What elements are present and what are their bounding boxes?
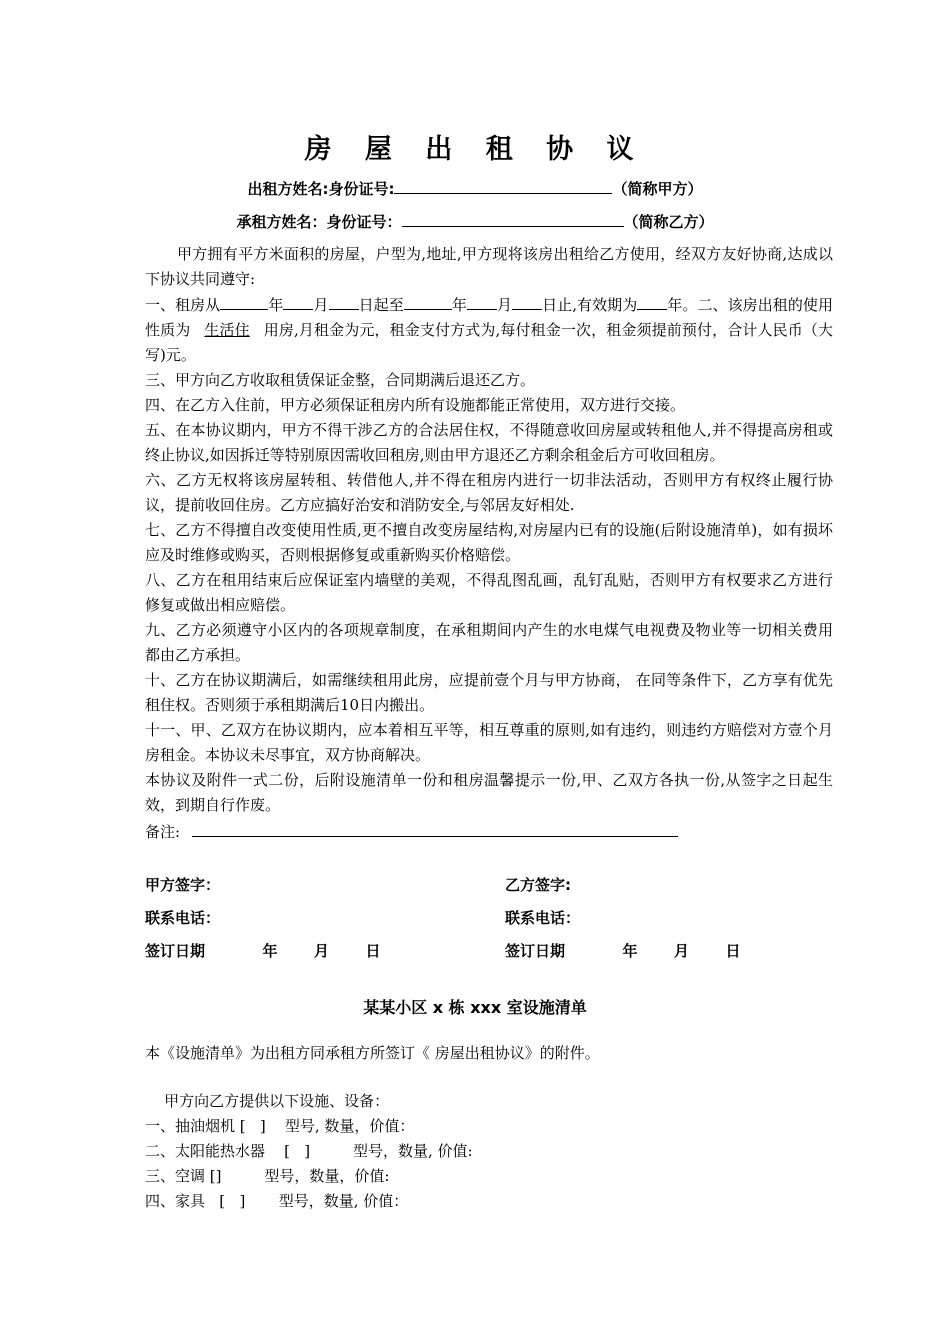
clause-text: 用房,月租金为元，租金支付方式为,每付租金一次，租金须提前预付，合计人民币（大写)元。 <box>145 321 833 364</box>
lessee-line <box>0 209 950 233</box>
lessee-id-blank <box>402 209 624 227</box>
usage-type: 生活住 <box>204 321 250 339</box>
clause-text: 年 <box>451 296 467 314</box>
blank-field <box>220 292 268 310</box>
lessor-line <box>0 176 950 200</box>
clause-10: 十、乙方在协议期满后，如需继续租用此房，应提前壹个月与甲方协商， 在同等条件下，乙方享有优先租住权。否则须于承租期满后10日内搬出。 <box>145 671 833 714</box>
party-b-signature: 乙方签字: <box>505 876 571 894</box>
party-a-phone: 联系电话： <box>145 909 221 927</box>
clause-8: 八、乙方在租用结束后应保证室内墙壁的美观，不得乱图乱画，乱钉乱贴，否则甲方有权要求乙方进行修复或做出相应赔偿。 <box>145 571 833 614</box>
clause-3: 三、甲方向乙方收取租赁保证金整，合同期满后退还乙方。 <box>145 371 536 389</box>
remark-line <box>192 818 678 837</box>
intro-paragraph: 甲方拥有平方米面积的房屋，户型为,地址,甲方现将该房出租给乙方使用，经双方友好协商,达成以下协议共同遵守: <box>145 245 833 288</box>
clause-9: 九、乙方必须遵守小区内的各项规章制度，在承租期间内产生的水电煤气电视费及物业等一切相关费用都由乙方承担。 <box>145 621 833 664</box>
party-b-date: 签订日期 年 月 日 <box>505 942 741 960</box>
document-title: 房 屋 出 租 协 议 <box>304 134 646 165</box>
clause-5: 五、在本协议期内，甲方不得干涉乙方的合法居住权，不得随意收回房屋或转租他人,并不得提高房租或终止协议,如因拆迁等特别原因需收回租房,则由甲方退还乙方剩余租金后方可收回租房。 <box>145 421 833 464</box>
lessor-suffix: （简称甲方） <box>612 180 703 198</box>
facility-item: 二、太阳能热水器 [ ] 型号，数量, 价值: <box>145 1142 473 1160</box>
clause-text: 年 <box>268 296 284 314</box>
party-b-phone: 联系电话： <box>505 909 581 927</box>
clause-text: 年。二、该房出租的使用性质为 <box>145 296 833 339</box>
facility-item: 三、空调 [] 型号，数量，价值: <box>145 1167 390 1185</box>
clause-4: 四、在乙方入住前，甲方必须保证租房内所有设施都能正常使用，双方进行交接。 <box>145 396 686 414</box>
remark-label: 备注: <box>145 823 181 841</box>
blank-field <box>512 292 542 310</box>
clause-7: 七、乙方不得擅自改变使用性质,更不擅自改变房屋结构,对房屋内已有的设施(后附设施清单)，如有损坏应及时维修或购买，否则根据修复或重新购买价格赔偿。 <box>145 521 833 564</box>
blank-field <box>404 292 452 310</box>
party-a-signature: 甲方签字： <box>145 876 221 894</box>
blank-field <box>283 292 313 310</box>
facility-list-title: 某某小区 x 栋 xxx 室设施清单 <box>363 998 587 1017</box>
closing-clause: 本协议及附件一式二份，后附设施清单一份和租房温馨提示一份,甲、乙双方各执一份,从签字之日起生效，到期自行作废。 <box>145 771 833 814</box>
lessee-label: 承租方姓名：身份证号： <box>236 213 402 231</box>
facility-list-intro: 本《设施清单》为出租方同承租方所签订《 房屋出租协议》的附件。 <box>145 1044 600 1062</box>
facility-item: 四、家具 [ ] 型号，数量, 价值： <box>145 1192 409 1210</box>
clause-1-2 <box>145 292 833 368</box>
blank-field <box>467 292 497 310</box>
clause-11: 十一、甲、乙双方在协议期内，应本着相互平等，相互尊重的原则,如有违约，则违约方赔偿对方壹个月房租金。本协议未尽事宜，双方协商解决。 <box>145 721 833 764</box>
lessee-suffix: （简称乙方） <box>623 213 714 231</box>
party-a-date: 签订日期 年 月 日 <box>145 942 381 960</box>
facility-item: 一、抽油烟机 [ ] 型号, 数量，价值： <box>145 1117 415 1135</box>
clause-text: 日起至 <box>358 296 404 314</box>
blank-field <box>637 292 667 310</box>
clause-text: 月 <box>496 296 513 314</box>
lessor-id-blank <box>394 176 612 194</box>
remark-row <box>145 818 833 845</box>
clause-text: 日止,有效期为 <box>542 296 638 314</box>
clause-text: 一、租房从 <box>145 296 221 314</box>
agreement-body <box>145 242 833 845</box>
blank-field <box>329 292 359 310</box>
facility-list-lead: 甲方向乙方提供以下设施、设备： <box>145 1092 390 1110</box>
clause-6: 六、乙方无权将该房屋转租、转借他人,并不得在租房内进行一切非法活动，否则甲方有权终止履行协议，提前收回住房。乙方应搞好治安和消防安全,与邻居友好相处. <box>145 471 833 514</box>
clause-text: 月 <box>313 296 329 314</box>
lessor-label: 出租方姓名:身份证号: <box>247 180 395 198</box>
